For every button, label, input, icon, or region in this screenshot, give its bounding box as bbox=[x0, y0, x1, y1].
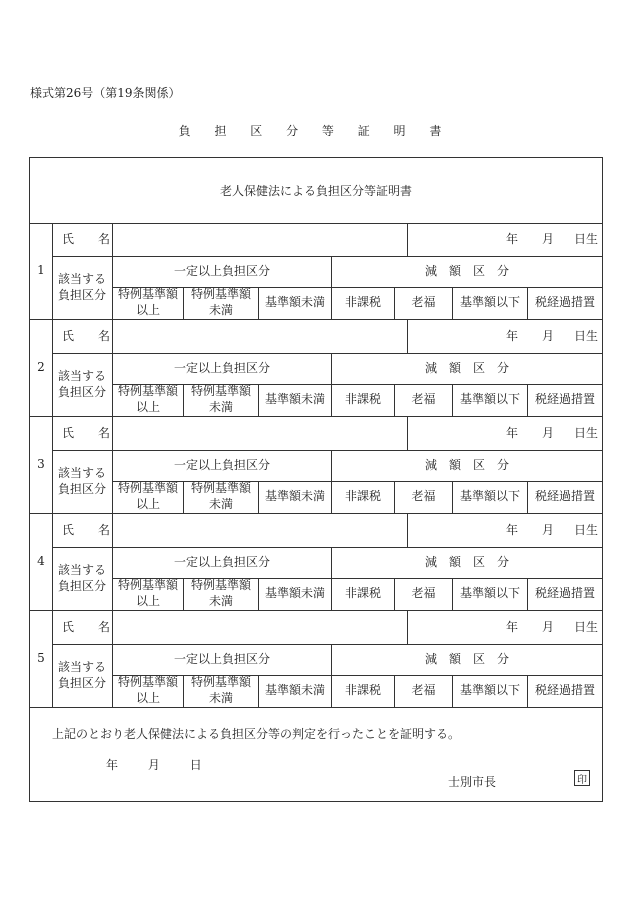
birth-day-label: 日生 bbox=[573, 328, 598, 343]
option-tax-transition[interactable]: 税経過措置 bbox=[534, 295, 595, 310]
option-tax-transition[interactable]: 税経過措置 bbox=[534, 489, 595, 504]
option-tax-exempt[interactable]: 非課税 bbox=[344, 392, 381, 407]
issue-day-label: 日 bbox=[189, 758, 202, 772]
category-label-line1: 該当する bbox=[57, 368, 106, 383]
entry-number: 3 bbox=[37, 457, 45, 472]
entry-block-3 bbox=[30, 417, 602, 514]
option-tax-exempt[interactable]: 非課税 bbox=[344, 683, 381, 698]
option-special-below[interactable] bbox=[184, 384, 258, 416]
name-field[interactable] bbox=[113, 611, 407, 644]
birth-year-label: 年 bbox=[505, 619, 518, 634]
option-special-above-line1: 特例基準額 bbox=[117, 675, 178, 690]
option-special-below-line1: 特例基準額 bbox=[190, 481, 251, 496]
entry-block-1 bbox=[30, 223, 602, 320]
name-label: 氏 名 bbox=[62, 231, 111, 246]
entry-number: 1 bbox=[37, 263, 45, 278]
document-title: 負 担 区 分 等 証 明 書 bbox=[178, 124, 452, 138]
category-label bbox=[52, 547, 112, 610]
option-below-base[interactable]: 基準額未満 bbox=[264, 489, 325, 504]
option-base-or-less[interactable]: 基準額以下 bbox=[459, 392, 520, 407]
entry-block-4 bbox=[30, 514, 602, 611]
birth-year-label: 年 bbox=[505, 328, 518, 343]
option-special-below-line2: 未満 bbox=[208, 497, 233, 511]
birth-date-field[interactable] bbox=[408, 611, 602, 644]
option-tax-transition[interactable]: 税経過措置 bbox=[534, 392, 595, 407]
option-special-above-line1: 特例基準額 bbox=[117, 481, 178, 496]
group-high-header: 一定以上負担区分 bbox=[173, 263, 270, 278]
birth-year-label: 年 bbox=[505, 425, 518, 440]
category-label bbox=[52, 644, 112, 707]
seal-stamp: 印 bbox=[574, 770, 590, 786]
option-elderly-welfare[interactable]: 老福 bbox=[411, 392, 436, 407]
birth-month-label: 月 bbox=[541, 425, 554, 440]
name-label: 氏 名 bbox=[62, 425, 111, 440]
category-label-line1: 該当する bbox=[57, 271, 106, 286]
option-special-above[interactable] bbox=[113, 578, 183, 610]
birth-month-label: 月 bbox=[541, 522, 554, 537]
issue-date bbox=[106, 756, 228, 773]
category-label-line2: 負担区分 bbox=[57, 287, 106, 302]
birth-date-field[interactable] bbox=[408, 417, 602, 450]
category-label bbox=[52, 256, 112, 319]
option-special-below-line1: 特例基準額 bbox=[190, 675, 251, 690]
option-base-or-less[interactable]: 基準額以下 bbox=[459, 683, 520, 698]
category-label-line2: 負担区分 bbox=[57, 481, 106, 496]
certification-statement: 上記のとおり老人保健法による負担区分等の判定を行ったことを証明する。 bbox=[52, 727, 461, 741]
birth-day-label: 日生 bbox=[573, 522, 598, 537]
option-special-above-line2: 以上 bbox=[135, 400, 160, 414]
option-special-above-line2: 以上 bbox=[135, 594, 160, 608]
option-special-above-line1: 特例基準額 bbox=[117, 578, 178, 593]
option-special-above[interactable] bbox=[113, 287, 183, 319]
option-elderly-welfare[interactable]: 老福 bbox=[411, 586, 436, 601]
option-below-base[interactable]: 基準額未満 bbox=[264, 586, 325, 601]
name-field[interactable] bbox=[113, 320, 407, 353]
category-label-line1: 該当する bbox=[57, 465, 106, 480]
group-reduced-header: 減 額 区 分 bbox=[424, 651, 509, 666]
option-special-below-line2: 未満 bbox=[208, 691, 233, 705]
entry-block-2 bbox=[30, 320, 602, 417]
group-reduced-header: 減 額 区 分 bbox=[424, 554, 509, 569]
entry-number: 5 bbox=[37, 651, 45, 666]
option-special-above-line1: 特例基準額 bbox=[117, 384, 178, 399]
group-high-header: 一定以上負担区分 bbox=[173, 651, 270, 666]
option-elderly-welfare[interactable]: 老福 bbox=[411, 683, 436, 698]
entry-number: 4 bbox=[37, 554, 45, 569]
name-label: 氏 名 bbox=[62, 328, 111, 343]
option-special-above-line2: 以上 bbox=[135, 303, 160, 317]
category-label-line2: 負担区分 bbox=[57, 675, 106, 690]
option-special-above-line2: 以上 bbox=[135, 497, 160, 511]
option-base-or-less[interactable]: 基準額以下 bbox=[459, 489, 520, 504]
option-special-below-line2: 未満 bbox=[208, 303, 233, 317]
option-tax-exempt[interactable]: 非課税 bbox=[344, 586, 381, 601]
option-special-below[interactable] bbox=[184, 287, 258, 319]
birth-month-label: 月 bbox=[541, 619, 554, 634]
entry-block-5 bbox=[30, 611, 602, 708]
name-label: 氏 名 bbox=[62, 619, 111, 634]
birth-month-label: 月 bbox=[541, 231, 554, 246]
option-elderly-welfare[interactable]: 老福 bbox=[411, 489, 436, 504]
category-label bbox=[52, 450, 112, 513]
group-reduced-header: 減 額 区 分 bbox=[424, 263, 509, 278]
entry-number: 2 bbox=[37, 360, 45, 375]
birth-day-label: 日生 bbox=[573, 425, 598, 440]
name-field[interactable] bbox=[113, 514, 407, 547]
option-special-below-line2: 未満 bbox=[208, 400, 233, 414]
option-tax-exempt[interactable]: 非課税 bbox=[344, 295, 381, 310]
category-label-line2: 負担区分 bbox=[57, 384, 106, 399]
birth-date-field[interactable] bbox=[408, 320, 602, 353]
option-special-below[interactable] bbox=[184, 481, 258, 513]
group-reduced-header: 減 額 区 分 bbox=[424, 360, 509, 375]
option-below-base[interactable]: 基準額未満 bbox=[264, 392, 325, 407]
form-reference: 様式第26号（第19条関係） bbox=[30, 86, 181, 100]
birth-month-label: 月 bbox=[541, 328, 554, 343]
option-special-below-line1: 特例基準額 bbox=[190, 578, 251, 593]
birth-day-label: 日生 bbox=[573, 619, 598, 634]
option-base-or-less[interactable]: 基準額以下 bbox=[459, 586, 520, 601]
option-below-base[interactable]: 基準額未満 bbox=[264, 295, 325, 310]
category-label bbox=[52, 353, 112, 416]
group-high-header: 一定以上負担区分 bbox=[173, 457, 270, 472]
group-high-header: 一定以上負担区分 bbox=[173, 360, 270, 375]
issuer-name: 士別市長 bbox=[448, 775, 497, 789]
issue-year-label: 年 bbox=[106, 758, 119, 772]
option-base-or-less[interactable]: 基準額以下 bbox=[459, 295, 520, 310]
option-special-above[interactable] bbox=[113, 384, 183, 416]
option-special-above-line2: 以上 bbox=[135, 691, 160, 705]
certificate-subtitle: 老人保健法による負担区分等証明書 bbox=[30, 158, 602, 224]
option-special-below-line1: 特例基準額 bbox=[190, 287, 251, 302]
category-label-line1: 該当する bbox=[57, 659, 106, 674]
option-special-above-line1: 特例基準額 bbox=[117, 287, 178, 302]
birth-year-label: 年 bbox=[505, 522, 518, 537]
name-label: 氏 名 bbox=[62, 522, 111, 537]
category-label-line1: 該当する bbox=[57, 562, 106, 577]
option-tax-exempt[interactable]: 非課税 bbox=[344, 489, 381, 504]
option-special-above[interactable] bbox=[113, 675, 183, 707]
birth-year-label: 年 bbox=[505, 231, 518, 246]
option-special-below-line2: 未満 bbox=[208, 594, 233, 608]
issue-month-label: 月 bbox=[147, 758, 160, 772]
certificate-frame bbox=[29, 157, 603, 802]
name-field[interactable] bbox=[113, 223, 407, 256]
category-label-line2: 負担区分 bbox=[57, 578, 106, 593]
option-tax-transition[interactable]: 税経過措置 bbox=[534, 586, 595, 601]
birth-day-label: 日生 bbox=[573, 231, 598, 246]
name-field[interactable] bbox=[113, 417, 407, 450]
birth-date-field[interactable] bbox=[408, 223, 602, 256]
option-special-below-line1: 特例基準額 bbox=[190, 384, 251, 399]
option-special-below[interactable] bbox=[184, 675, 258, 707]
option-special-above[interactable] bbox=[113, 481, 183, 513]
option-elderly-welfare[interactable]: 老福 bbox=[411, 295, 436, 310]
birth-date-field[interactable] bbox=[408, 514, 602, 547]
group-reduced-header: 減 額 区 分 bbox=[424, 457, 509, 472]
option-below-base[interactable]: 基準額未満 bbox=[264, 683, 325, 698]
option-tax-transition[interactable]: 税経過措置 bbox=[534, 683, 595, 698]
group-high-header: 一定以上負担区分 bbox=[173, 554, 270, 569]
option-special-below[interactable] bbox=[184, 578, 258, 610]
